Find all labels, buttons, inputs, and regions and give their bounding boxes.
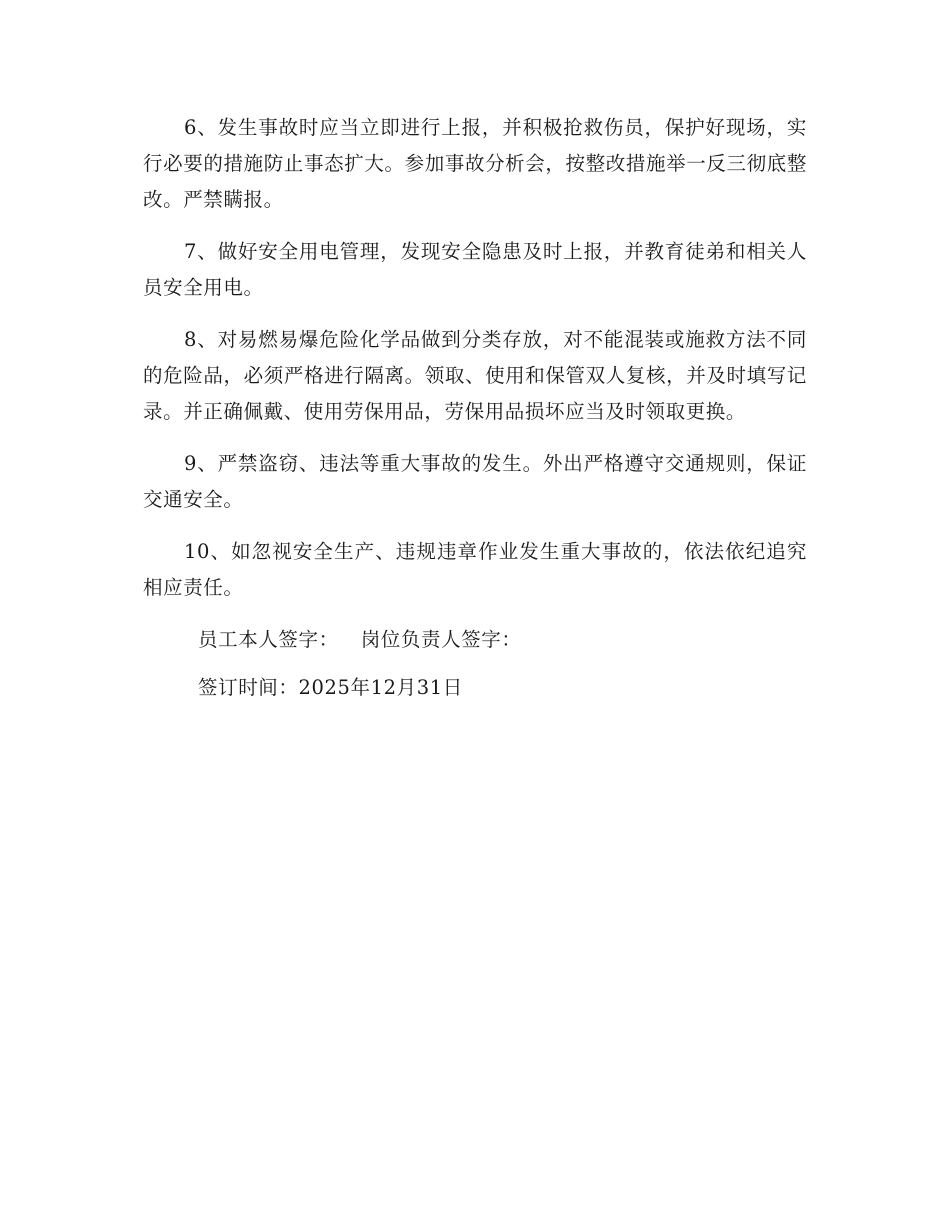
clause-9: 9、严禁盗窃、违法等重大事故的发生。外出严格遵守交通规则，保证交通安全。 bbox=[143, 452, 807, 511]
clause-8: 8、对易燃易爆危险化学品做到分类存放，对不能混装或施救方法不同的危险品，必须严格进行隔离。领取、使用和保管双人复核，并及时填写记录。并正确佩戴、使用劳保用品，劳保用品损坏应当及时领取更换。 bbox=[143, 328, 807, 423]
clause-7: 7、做好安全用电管理，发现安全隐患及时上报，并教育徒弟和相关人员安全用电。 bbox=[143, 240, 807, 299]
supervisor-signature-label: 岗位负责人签字： bbox=[360, 628, 522, 651]
document-body bbox=[143, 110, 807, 718]
employee-signature-label: 员工本人签字： bbox=[198, 628, 339, 651]
signing-date-line: 签订时间：2025年12月31日 bbox=[198, 676, 463, 699]
clause-6: 6、发生事故时应当立即进行上报，并积极抢救伤员，保护好现场，实行必要的措施防止事态扩大。参加事故分析会，按整改措施举一反三彻底整改。严禁瞒报。 bbox=[143, 116, 807, 211]
signature-line bbox=[143, 622, 807, 658]
clause-10: 10、如忽视安全生产、违规违章作业发生重大事故的，依法依纪追究相应责任。 bbox=[143, 540, 807, 599]
